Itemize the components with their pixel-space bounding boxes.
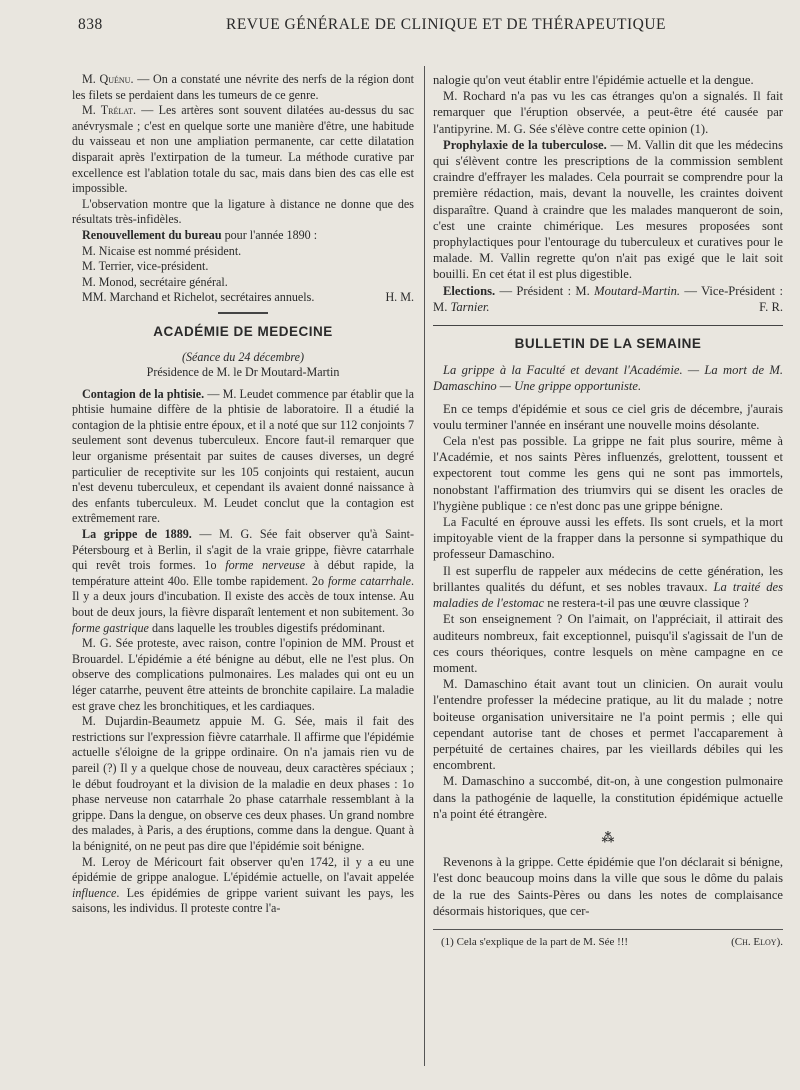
subheading: Contagion de la phtisie. (82, 386, 205, 401)
paragraph-text: ne restera-t-il pas une œuvre classique ? (544, 596, 749, 611)
subheading: Renouvellement du bureau (82, 227, 222, 242)
paragraph-text: Il est superflu de rappeler aux médecins de cette génération, les brillantes qualités du défunt, et ses nobles travaux. (433, 563, 783, 594)
paragraph-text: — M. Vallin dit que les médecins qui s'élèvent contre les prescriptions de la commission semblent craindre d'effrayer les malades. Cela pourrait se comprendre pour la première rédaction, mais, devant la nouvelle, les craintes doivent disparaître. Quand à craindre que les malades manqueront de soin, c'est une crainte chimérique. Les mesures proposées sont prophylactiques pour l'entourage du tuberculeux et curatives pour le malade. M. Vallin regrette qu'on n'ait pas exigé que le lait soit bouilli. En cet état il est plus digestible. (433, 137, 783, 282)
footnote (433, 934, 783, 950)
author-signature: H. M. (385, 290, 414, 305)
paragraph-prophylaxie (433, 137, 783, 283)
paragraph-leroy (72, 855, 414, 917)
bureau-item: M. Monod, secrétaire général. (82, 274, 228, 289)
seance-date: (Séance du 24 décembre) (181, 349, 305, 364)
bureau-item-text: MM. Marchand et Richelot, secrétaires annuels. (82, 290, 315, 305)
bureau-item: M. Nicaise est nommé président. (82, 243, 242, 258)
paragraph-elections (433, 283, 783, 315)
paragraph-text: — M. G. Sée fait observer qu'à Saint-Pétersbourg et à Berlin, il s'agit de la vraie grippe, fièvre catarrhale qui revêt trois formes. 1o (72, 527, 414, 573)
paragraph-bureau (72, 228, 414, 244)
author-signature: F. R. (759, 299, 783, 314)
speaker-name: M. Quénu. (82, 72, 134, 86)
footnote-signature: (Ch. Eloy). (731, 935, 783, 948)
paragraph-text: dans laquelle les troubles digestifs prédominant. (148, 620, 386, 635)
page-header (78, 16, 780, 38)
paragraph-text: . Les épidémies de grippe varient suivant les pays, les saisons, les individus. Il proteste contre l'a- (72, 885, 414, 916)
emphasis: forme gastrique (72, 620, 149, 635)
presidence: Présidence de M. le Dr Moutard-Martin (146, 365, 340, 380)
bulletin-paragraph: Revenons à la grippe. Cette épidémie que l'on déclarait si bénigne, l'est donc beaucoup moins dans la ville que sous le dôme du palais de la rue des Saints-Pères ou dans les notes de complaisance désormais historiques, que cer- (433, 855, 783, 918)
emphasis: Moutard-Martin. (594, 283, 681, 298)
paragraph-dujardin: M. Dujardin-Beaumetz appuie M. G. Sée, mais il fait des restrictions sur l'expression fièvre catarrhale. Il affirme que l'épidémie actuelle s'éloigne de la grippe ordinaire. On n'a jamais rien vu de pareil (?) Il y a quelque chose de nouveau, deux caractères spéciaux ; le début foudroyant et la division de la maladie en deux phases : 1o phase nerveuse non catarrhale 2o phase catarrhale ressemblant à la grippe. Dans la dengue, on observe ces deux phases. Un grand nombre des malades, à Paris, a des éruptions, comme dans la dengue. Quant à la bénignité, on ne peut pas dire que l'épidémie soit bénigne. (72, 714, 414, 853)
section-rule (218, 312, 268, 314)
bureau-item: M. Terrier, vice-président. (82, 259, 209, 274)
footnote-rule (433, 929, 783, 930)
paragraph-trelat (72, 103, 414, 197)
emphasis: La traité des maladies de l'estomac (433, 579, 783, 611)
footnote-text: (1) Cela s'explique de la part de M. Sée !!! (441, 935, 629, 948)
section-rule (433, 325, 783, 326)
paragraph-text: à début rapide, la température atteint 40o. Elle tombe rapidement. 2o (72, 558, 414, 588)
bulletin-paragraph (433, 563, 783, 612)
right-column (433, 72, 783, 950)
bulletin-paragraph: M. Damaschino a succombé, dit-on, à une congestion pulmonaire dans la pathogénie de laquelle, la constitution épidémique actuelle n'a point été étrangère. (433, 774, 783, 821)
bulletin-paragraph: Et son enseignement ? On l'aimait, on l'appréciait, il attirait des auditeurs nombreux, fait exceptionnel, puisqu'il s'agissait de l'un de ces cours théoriques, contre lesquels on mène campagne en ce moment. (433, 612, 783, 675)
bulletin-summary: La grippe à la Faculté et devant l'Académie. — La mort de M. Damaschino — Une grippe opportuniste. (433, 363, 783, 394)
bureau-item (72, 290, 414, 306)
column-divider (424, 66, 425, 1066)
left-column (72, 72, 414, 917)
paragraph-text: — M. Leudet commence par établir que la phtisie humaine diffère de la phtisie de laboratoire. Il a étudié la contagion de la phtisie entre époux, et il a noté que sur 112 conjoints 7 seulement sont devenus tuberculeux. Encore faut-il remarquer que leur organisme présentait par suites de causes diverses, un degré particulier de receptivite sur les 105 conjoints qui restaient, aucun n'est devenu tuberculeux, et cependant ils avaient donné naissance à des enfants tuberculeux. M. Leudet conclut que la contagion est extrêmement rare. (72, 386, 414, 526)
bulletin-paragraph: M. Damaschino était avant tout un clinicien. On aurait voulu l'entendre professer la médecine pratique, au lit du malade ; notre boiteuse organisation universitaire ne l'a point permis ; elle qui cependant autorise tant de choses et permet l'accaparement à perpétuité de certaines chaires, par les vieillards débiles qui les encombrent. (433, 677, 783, 773)
section-title-academie: ACADÉMIE DE MEDECINE (153, 323, 333, 339)
paragraph-grippe (72, 527, 414, 636)
paragraph-text: — On a constaté une névrite des nerfs de la région dont les filets se perdaient dans les tumeurs de ce genre. (72, 72, 414, 102)
emphasis: forme nerveuse (225, 558, 306, 573)
bulletin-paragraph: En ce temps d'épidémie et sous ce ciel gris de décembre, j'aurais voulu terminer l'année en insérant une nouvelle moins désolante. (433, 401, 783, 432)
bulletin-paragraph: La Faculté en éprouve aussi les effets. Ils sont cruels, et la mort impitoyable vient de la frapper dans la personne si sympathique du professeur Damaschino. (433, 515, 783, 562)
emphasis: Tarnier. (450, 299, 490, 314)
paragraph-quenu (72, 72, 414, 103)
paragraph-text: — Vice-Président : M. (433, 283, 783, 314)
running-title: REVUE GÉNÉRALE DE CLINIQUE ET DE THÉRAPEUTIQUE (226, 16, 667, 33)
paragraph-contagion (72, 387, 414, 527)
section-asterism: ⁂ (601, 830, 615, 845)
paragraph-text: pour l'année 1890 : (221, 227, 318, 242)
section-title-bulletin: BULLETIN DE LA SEMAINE (514, 336, 702, 352)
paragraph-see: M. G. Sée proteste, avec raison, contre l'opinion de MM. Proust et Brouardel. L'épidémie a été bénigne au début, elle ne l'est plus. On observe des complications pulmonaires. Les malades qui ont eu un léger catarrhe, peuvent être atteints de bronchite capilaire. La maladie est grave chez les bronchitiques, et les cardiaques. (72, 636, 414, 713)
subheading: Elections. (443, 283, 496, 298)
subheading: La grippe de 1889. (82, 527, 192, 542)
paragraph-text: — Président : M. (495, 283, 595, 298)
emphasis: influence (72, 885, 117, 900)
paragraph-text: . Il y a deux jours d'incubation. Il existe des accès de toux intense. Au bout de deux jours, la fièvre disparaît lentement et non subitement. 3o (72, 573, 414, 619)
paragraph-rochard: M. Rochard n'a pas vu les cas étranges qu'on a signalés. Il fait remarquer que l'éruption observée, a peut-être été causée par l'antipyrine. M. G. Sée s'élève contre cette opinion (1). (433, 89, 783, 136)
speaker-name: M. Trélat. (82, 103, 137, 118)
paragraph-ligature: L'observation montre que la ligature à distance ne donne que des résultats très-infidèles. (72, 196, 414, 227)
paragraph-text: M. Leroy de Méricourt fait observer qu'en 1742, il y a eu une épidémie de grippe analogue. L'épidémie actuelle, on l'avait appelée (72, 854, 414, 885)
bulletin-paragraph: Cela n'est pas possible. La grippe ne fait plus sourire, même à l'Académie, et nos saints Pères influenzés, grelottent, toussent et expectorent tout comme les gens qui ne sont pas immortels, nonobstant l'affirmation des triumvirs qui se disent les oracles de l'hygiène publique : ce n'est donc pas une grippe bénigne. (433, 434, 783, 513)
subheading: Prophylaxie de la tuberculose. (443, 137, 607, 152)
paragraph-text: — Les artères sont souvent dilatées au-dessus du sac anévrysmale ; c'est en quelque sorte une manière d'être, une habitude du vaisseau et non une ampliation permanente, car cette dilatation disparait après l'extirpation de la tumeur. La méthode curative par excellence est l'ablation totale du sac, mais dans bien des cas elle est impossible. (72, 103, 414, 196)
page-number: 838 (78, 16, 103, 33)
emphasis: forme catarrhale (327, 573, 411, 588)
paragraph-continuation: nalogie qu'on veut établir entre l'épidémie actuelle et la dengue. (433, 73, 754, 87)
